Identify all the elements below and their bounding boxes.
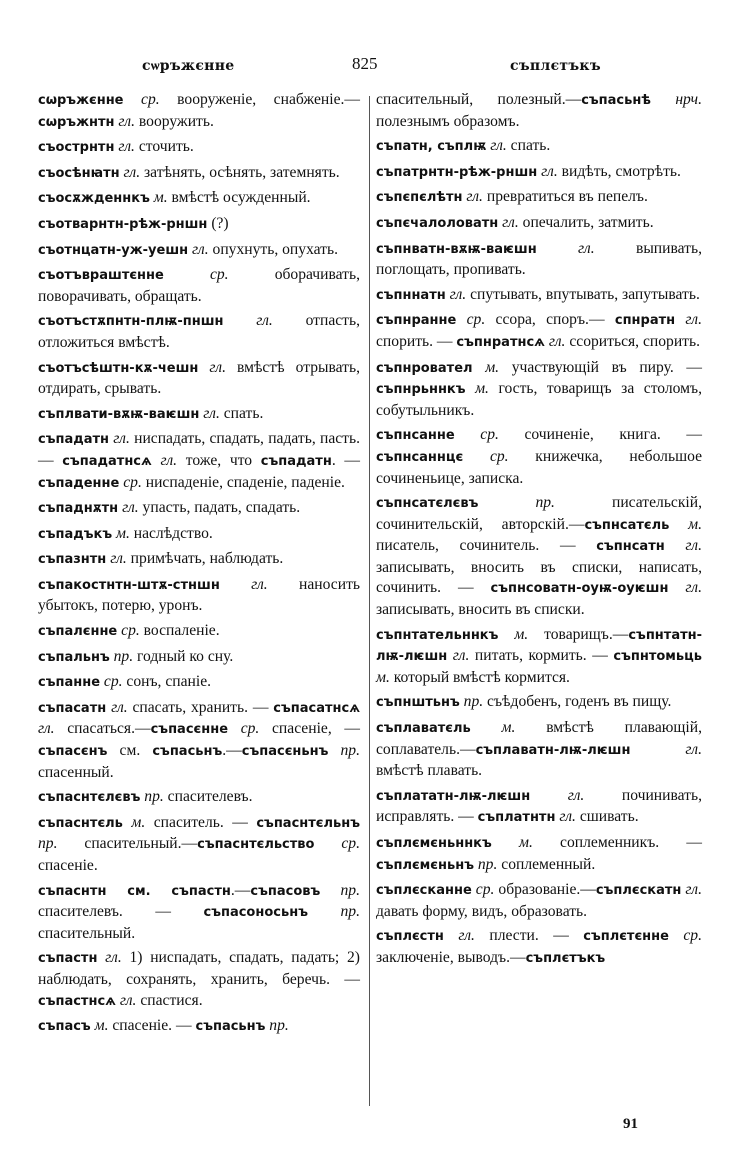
dictionary-entry <box>38 813 360 877</box>
definition-text: воспаленіе. <box>139 622 220 640</box>
grammar-label: гл. <box>486 137 507 155</box>
headword: съпастн <box>38 951 98 967</box>
definition-text: спасителевъ. <box>163 788 253 806</box>
dictionary-entry <box>38 214 360 236</box>
dictionary-entry <box>376 213 702 235</box>
grammar-label: ср. <box>123 91 160 108</box>
definition-text: гость, товарищъ за столомъ, собутыльникъ. <box>376 380 703 419</box>
headword: съпадатн <box>260 453 332 469</box>
grammar-label: м. <box>376 668 390 686</box>
headword: съпасовъ <box>250 883 321 899</box>
headword: съотъвраштєнне <box>38 268 164 284</box>
grammar-label: пр. <box>459 693 484 711</box>
definition-text: спаситель. — <box>145 813 257 831</box>
definition-text: спать. <box>506 137 551 155</box>
definition-text: ниспадать, спадать, падать, пасть. — <box>38 430 360 469</box>
grammar-label: м. <box>122 813 146 831</box>
definition-text: спасеніе. — <box>108 1017 196 1035</box>
definition-text: упасть, падать, спадать. <box>138 499 301 517</box>
grammar-label: гл. <box>498 213 519 231</box>
definition-text: спасительный.— <box>57 835 198 853</box>
definition-text: образованіе.— <box>494 881 596 899</box>
grammar-label: ср. <box>119 473 142 491</box>
dictionary-entry <box>38 647 360 669</box>
definition-text: ссориться, спорить. <box>565 332 700 350</box>
headword: съпєпєлѣтн <box>376 190 463 206</box>
definition-text: записывать, вносить въ списки. <box>376 601 585 619</box>
definition-text: вмѣстѣ осужденный. <box>167 189 311 207</box>
grammar-label: пр. <box>109 647 134 665</box>
grammar-label: пр. <box>328 742 360 760</box>
grammar-label: ср. <box>463 447 509 465</box>
grammar-label: пр. <box>478 494 555 512</box>
definition-text: вмѣстѣ отрывать, отдирать, срывать. <box>38 358 360 398</box>
headword: съплєстн <box>376 929 444 945</box>
definition-text: видѣть, смотрѣть. <box>557 162 681 180</box>
grammar-label: м. <box>470 719 516 737</box>
definition-text: соплеменникъ. — <box>532 834 702 851</box>
definition-text: сонъ, спаніе. <box>122 673 212 691</box>
dictionary-entry <box>38 358 360 400</box>
dictionary-entry <box>38 787 360 809</box>
headword: сѡръжнтн <box>38 114 115 130</box>
headword: съпатрнтн-рѣж-рншн <box>376 164 538 180</box>
dictionary-entry <box>376 358 702 422</box>
headword: съпнсаннцє <box>376 449 464 465</box>
dictionary-entry <box>38 948 360 1012</box>
headword: съпалєнне <box>38 624 118 640</box>
dictionary-entry <box>38 1016 360 1038</box>
grammar-label: м. <box>491 834 533 851</box>
headword: съосѣнꙗтн <box>38 165 120 181</box>
headword: съплататн-лѭ-лѥшн <box>376 788 531 804</box>
headword: съпасъ <box>38 1019 91 1035</box>
column-divider <box>369 96 370 1106</box>
definition-text: соплеменный. <box>497 855 596 873</box>
grammar-label: гл. <box>668 579 702 597</box>
grammar-label: м. <box>472 358 500 376</box>
dictionary-entry <box>38 672 360 694</box>
definition-text: оборачивать, поворачивать, обращать. <box>38 266 360 305</box>
headword: съпасєнне <box>150 722 229 738</box>
dictionary-entry <box>376 187 702 209</box>
definition-text: записывать, вносить въ списки, написать, сочинить. — <box>376 558 702 597</box>
grammar-label: ср. <box>314 835 360 853</box>
definition-text: полезнымъ образомъ. <box>376 112 520 130</box>
definition-text: 1) ниспадать, спадать, падать; 2) наблюдать, сохранять, хранить, беречь. — <box>38 949 360 988</box>
definition-text: ниспаденіе, спаденіе, паденіе. <box>141 473 345 491</box>
grammar-label: гл. <box>198 358 226 376</box>
dictionary-entry <box>38 240 360 262</box>
dictionary-entry <box>376 880 702 922</box>
left-column <box>38 90 360 1042</box>
running-head-left: сѡръжєнне <box>142 58 235 74</box>
grammar-label: гл. <box>530 786 585 804</box>
headword: съплатнтн <box>477 810 556 826</box>
headword: съпєчалоловатн <box>376 215 499 231</box>
headword: съпаснтєлєвъ <box>38 790 141 806</box>
grammar-label: гл. <box>537 162 558 180</box>
dictionary-entry <box>376 90 702 132</box>
dictionary-entry <box>376 833 702 876</box>
grammar-label: ср. <box>454 426 499 444</box>
definition-text: вмѣстѣ плавать. <box>376 762 483 780</box>
grammar-label: гл. <box>223 312 273 330</box>
definition-text: питать, кормить. — <box>469 647 614 665</box>
headword: съпнрьннкъ <box>376 382 466 398</box>
grammar-label: ср. <box>117 622 140 640</box>
definition-text: наслѣдство. <box>129 524 213 542</box>
headword: съпанне <box>38 675 101 691</box>
definition-text: тоже, что <box>177 451 261 469</box>
definition-text: годный ко сну. <box>133 647 234 665</box>
grammar-label: гл. <box>443 927 475 945</box>
grammar-label: м. <box>498 625 529 643</box>
grammar-label: м. <box>669 515 702 533</box>
grammar-label: гл. <box>109 430 130 448</box>
grammar-label: гл. <box>219 575 268 593</box>
headword: съплвати-вѫѭ-ваѥшн <box>38 406 200 422</box>
definition-text: отпасть, отложиться вмѣстѣ. <box>38 312 360 351</box>
headword: съпадатнсѧ <box>62 453 152 469</box>
grammar-label: пр. <box>140 788 164 806</box>
definition-text: писательскій, сочинительскій, авторскій.— <box>376 494 703 533</box>
headword: съострнтн <box>38 140 115 156</box>
grammar-label: гл. <box>115 991 137 1009</box>
headword: съплєскатн <box>595 883 682 899</box>
grammar-label: нрч. <box>650 91 702 108</box>
dictionary-entry <box>38 265 360 307</box>
headword: съпазнтн <box>38 552 107 568</box>
grammar-label: гл. <box>106 698 128 716</box>
grammar-label: пр. <box>473 855 498 873</box>
grammar-label: гл. <box>681 881 703 899</box>
headword: съосѫжденнкъ <box>38 191 150 207</box>
dictionary-entry <box>38 404 360 426</box>
right-column <box>376 90 702 974</box>
definition-text: вмѣстѣ плавающій, соплаватель.— <box>376 719 702 758</box>
headword: съпннатн <box>376 287 446 303</box>
dictionary-entry <box>376 239 702 281</box>
dictionary-entry <box>38 163 360 185</box>
definition-text: плести. — <box>474 927 584 945</box>
grammar-label: пр. <box>320 881 360 899</box>
headword: съпнштьнъ <box>376 695 460 711</box>
headword: съпнровател <box>376 360 473 376</box>
grammar-label: гл. <box>675 311 703 329</box>
definition-text: спасителевъ. — <box>38 903 204 921</box>
definition-text: спастися. <box>136 991 203 1009</box>
running-head-right: съплєтъкъ <box>510 58 601 74</box>
dictionary-entry <box>38 429 360 494</box>
headword: съотнцатн-уж-уешн <box>38 242 189 258</box>
definition-text: сочиненіе, книга. — <box>498 426 702 444</box>
headword: съпатн, съплѭ <box>376 139 487 155</box>
headword: съпнватн-вѫѭ-ваѥшн <box>376 241 537 257</box>
grammar-label: гл. <box>97 949 122 967</box>
headword: сѡръжєнне <box>38 93 124 108</box>
definition-text: . — <box>331 451 360 469</box>
grammar-label: м. <box>112 524 130 542</box>
grammar-label: гл. <box>199 404 220 422</box>
grammar-label: гл. <box>555 808 576 826</box>
headword: съпнсатєль <box>584 517 670 533</box>
page-number: 825 <box>352 54 378 73</box>
dictionary-entry <box>376 625 702 689</box>
headword: съплємєньнъ <box>376 857 474 873</box>
headword: съпасєнъ <box>38 744 108 760</box>
definition-text: спасать, хранить. — <box>127 698 274 716</box>
headword: съпнранне <box>376 313 457 329</box>
dictionary-entry <box>38 137 360 159</box>
headword: съпасоносьнъ <box>203 905 308 921</box>
headword: съпасьнѣ <box>581 93 651 108</box>
headword: спнратн <box>614 313 676 329</box>
grammar-label: гл. <box>447 647 470 665</box>
grammar-label: гл. <box>445 285 467 303</box>
dictionary-entry <box>38 698 360 783</box>
grammar-label: гл. <box>106 550 127 568</box>
definition-text: который вмѣстѣ кормится. <box>389 668 570 686</box>
headword: съплємєньннкъ <box>376 836 492 851</box>
headword: съплаватєль <box>376 721 471 737</box>
headword: съпаденне <box>38 475 120 491</box>
grammar-label: гл. <box>118 499 139 517</box>
headword: съпадъкъ <box>38 526 113 542</box>
dictionary-entry <box>376 425 702 489</box>
dictionary-entry <box>376 493 702 621</box>
grammar-label: гл. <box>151 451 178 469</box>
dictionary-entry <box>376 786 702 829</box>
headword: съпаснтєльство <box>197 837 315 853</box>
headword: съпальнъ <box>38 649 110 665</box>
grammar-label: ср. <box>456 311 486 329</box>
headword: съпасатн <box>38 700 107 716</box>
signature-mark: 91 <box>623 1116 638 1132</box>
definition-text: вооружить. <box>135 112 214 130</box>
definition-text: превратиться въ пепелъ. <box>482 188 648 206</box>
headword: съпнратнсѧ <box>456 334 545 350</box>
dictionary-entry <box>38 90 360 133</box>
definition-text: см. <box>107 742 153 760</box>
headword: съпакостнтн-штѫ-стншн <box>38 577 220 593</box>
definition-text: спасеніе, — <box>259 720 360 738</box>
definition-text: давать форму, видъ, образовать. <box>376 902 588 920</box>
definition-text: (?) <box>207 214 229 232</box>
headword: съплєсканне <box>376 883 472 899</box>
dictionary-entry <box>38 881 360 945</box>
dictionary-entry <box>376 310 702 353</box>
headword: съпнсоватн-оуѭ-оуѥшн <box>490 581 669 597</box>
headword: съплєтєнне <box>583 929 669 945</box>
headword: съпасьнъ <box>195 1019 266 1035</box>
headword: съотварнтн-рѣж-рншн <box>38 216 208 232</box>
headword: съпнтомьць <box>613 649 703 665</box>
definition-text: заключеніе, выводъ.— <box>376 948 526 966</box>
grammar-label: ср. <box>228 720 260 738</box>
dictionary-entry <box>38 549 360 571</box>
definition-text: примѣчать, наблюдать. <box>126 550 284 568</box>
definition-text: опухнуть, опухать. <box>208 240 338 258</box>
grammar-label: гл. <box>114 112 135 130</box>
definition-text: спасеніе. <box>38 857 98 874</box>
grammar-label: м. <box>149 189 168 207</box>
headword: съпнсатєлєвъ <box>376 496 479 512</box>
grammar-label: гл. <box>114 138 135 156</box>
definition-text: затѣнять, осѣнять, затемнять. <box>140 163 340 181</box>
headword: съотъсѣштн-кѫ-чешн <box>38 360 199 376</box>
dictionary-entry <box>38 188 360 210</box>
headword: съпнсатн <box>596 539 665 555</box>
headword: съпаснтєльнъ <box>256 815 360 831</box>
grammar-label: гл. <box>119 163 141 181</box>
definition-text: спасаться.— <box>54 720 151 738</box>
headword: съотъстѫпнтн-плѭ-пншн <box>38 314 224 330</box>
headword: съпаснтн см. съпастн <box>38 883 231 899</box>
dictionary-entry <box>38 311 360 353</box>
headword: съпасатнсѧ <box>273 700 361 716</box>
dictionary-entry <box>38 575 360 617</box>
headword: съпнтательннкъ <box>376 627 499 643</box>
grammar-label: гл. <box>188 240 209 258</box>
definition-text: сшивать. <box>575 808 639 826</box>
dictionary-entry <box>376 692 702 714</box>
grammar-label: гл. <box>664 537 702 555</box>
headword: съплаватн-лѭ-лѥшн <box>475 742 631 758</box>
dictionary-entry <box>376 162 702 184</box>
grammar-label: ср. <box>100 673 123 691</box>
headword: съпаднѫтн <box>38 501 119 517</box>
headword: съпнсанне <box>376 428 455 444</box>
definition-text: ссора, споръ.— <box>485 311 615 329</box>
dictionary-entry <box>376 285 702 307</box>
grammar-label: гл. <box>630 740 702 758</box>
grammar-label: ср. <box>668 927 702 945</box>
dictionary-entry <box>38 524 360 546</box>
definition-text: выпивать, поглощать, пропивать. <box>376 239 702 279</box>
definition-text: спасительный. <box>38 924 136 942</box>
grammar-label: гл. <box>544 332 566 350</box>
headword: съпнтатн-лѭ-лѥшн <box>376 627 703 665</box>
headword: съпаснтєль <box>38 815 123 831</box>
headword: съплєтъкъ <box>525 950 606 966</box>
grammar-label: м. <box>465 380 489 398</box>
definition-text: .— <box>230 881 251 899</box>
grammar-label: гл. <box>38 720 55 738</box>
definition-text: спать. <box>219 404 264 422</box>
dictionary-entry <box>38 621 360 643</box>
grammar-label: гл. <box>536 239 595 257</box>
definition-text: писатель, сочинитель. — <box>376 537 597 555</box>
definition-text: починивать, исправлять. — <box>376 786 702 826</box>
dictionary-entry <box>376 136 702 158</box>
grammar-label: ср. <box>471 881 495 899</box>
grammar-label: пр. <box>38 835 58 853</box>
definition-text: спасенный. <box>38 763 114 781</box>
definition-text: книжечка, небольшое сочиненьице, записка. <box>376 447 702 487</box>
headword: съпасєньнъ <box>241 744 329 760</box>
headword: съпадатн <box>38 432 110 448</box>
grammar-label: пр. <box>307 903 360 921</box>
definition-text: товарищъ.— <box>528 625 629 643</box>
definition-text: спутывать, впутывать, запутывать. <box>466 285 700 303</box>
definition-text: участвующій въ пиру. — <box>499 358 703 376</box>
dictionary-entry <box>376 926 702 969</box>
headword: съпастнсѧ <box>38 993 116 1009</box>
definition-text: спасительный, полезный.— <box>376 91 582 108</box>
definition-text: съѣдобенъ, годенъ въ пищу. <box>483 693 672 711</box>
definition-text: сточить. <box>134 138 194 156</box>
dictionary-entry <box>376 718 702 782</box>
dictionary-entry <box>38 498 360 520</box>
definition-text: опечалить, затмить. <box>518 213 654 231</box>
grammar-label: гл. <box>462 188 483 206</box>
definition-text: вооруженіе, снабженіе.— <box>159 91 360 108</box>
definition-text: спорить. — <box>376 332 457 350</box>
definition-text: наносить убытокъ, потерю, уронъ. <box>38 575 360 615</box>
definition-text: .— <box>222 742 242 760</box>
headword: съпасьнъ <box>152 744 223 760</box>
grammar-label: м. <box>90 1017 109 1035</box>
grammar-label: пр. <box>265 1017 289 1035</box>
grammar-label: ср. <box>163 266 229 284</box>
